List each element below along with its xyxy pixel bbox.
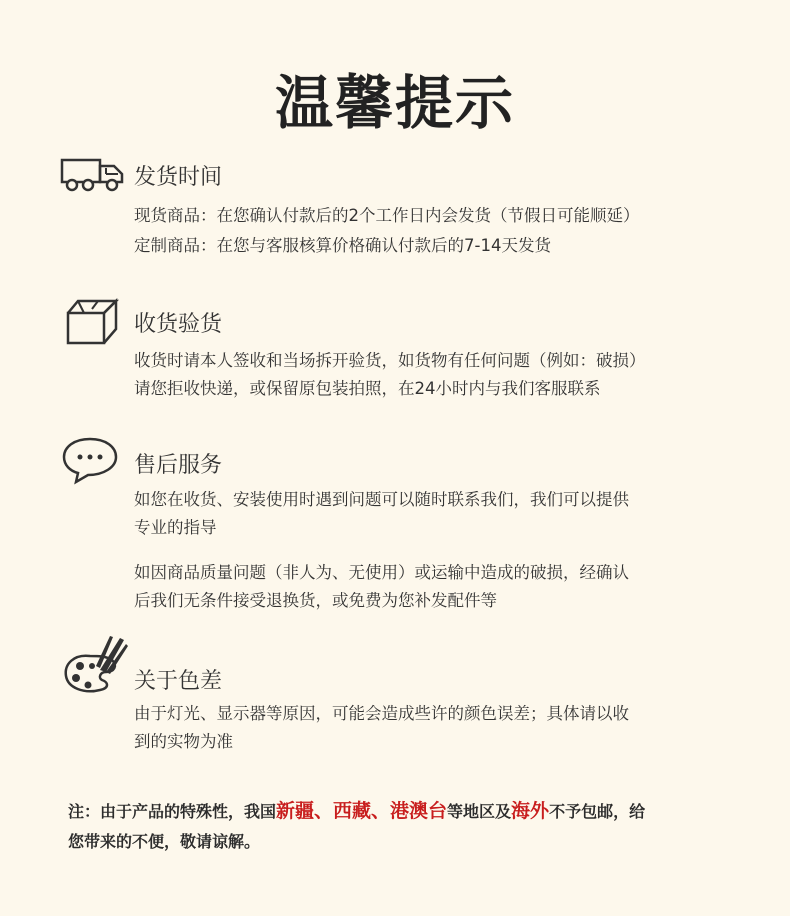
chat-bubble-icon: [60, 435, 124, 483]
section-text: 后我们无条件接受退换货，或免费为您补发配件等: [134, 591, 497, 610]
truck-icon: [60, 154, 124, 202]
note-region-highlight: 新疆、西藏、港澳台: [276, 800, 448, 822]
box-icon: [60, 297, 124, 345]
note-text: 注：由于产品的特殊性，我国: [68, 802, 277, 821]
section-text: 如因商品质量问题（非人为、无使用）或运输中造成的破损，经确认: [134, 563, 629, 582]
section-text: 定制商品：在您与客服核算价格确认付款后的7-14天发货: [134, 236, 551, 255]
section-color-difference: [60, 636, 740, 751]
section-after-sales: [60, 435, 740, 615]
section-title: 收货验货: [134, 312, 223, 337]
page-title: 温馨提示: [274, 69, 515, 137]
section-text: 现货商品：在您确认付款后的2个工作日内会发货（节假日可能顺延）: [134, 206, 640, 225]
section-text: 专业的指导: [134, 518, 217, 537]
section-text: 到的实物为准: [134, 732, 233, 751]
section-title: 售后服务: [134, 453, 223, 478]
section-text: 由于灯光、显示器等原因，可能会造成些许的颜色误差；具体请以收: [134, 704, 629, 723]
note-line-1: [68, 796, 728, 827]
section-shipping-time: [60, 150, 740, 260]
note-text: 等地区及: [447, 802, 512, 821]
section-text: 请您拒收快递，或保留原包装拍照，在24小时内与我们客服联系: [134, 379, 601, 398]
note-line-2: 您带来的不便，敬请谅解。: [68, 832, 261, 851]
palette-icon: [60, 636, 130, 696]
section-receiving: [60, 295, 740, 405]
note-overseas-highlight: 海外: [511, 800, 550, 822]
section-text: 收货时请本人签收和当场拆开验货，如货物有任何问题（例如：破损）: [134, 351, 646, 370]
section-title: 关于色差: [134, 669, 223, 694]
section-title: 发货时间: [134, 165, 223, 190]
note-text: 不予包邮，给: [549, 802, 646, 821]
section-text: 如您在收货、安装使用时遇到问题可以随时联系我们，我们可以提供: [134, 490, 629, 509]
shipping-note: [68, 796, 728, 857]
